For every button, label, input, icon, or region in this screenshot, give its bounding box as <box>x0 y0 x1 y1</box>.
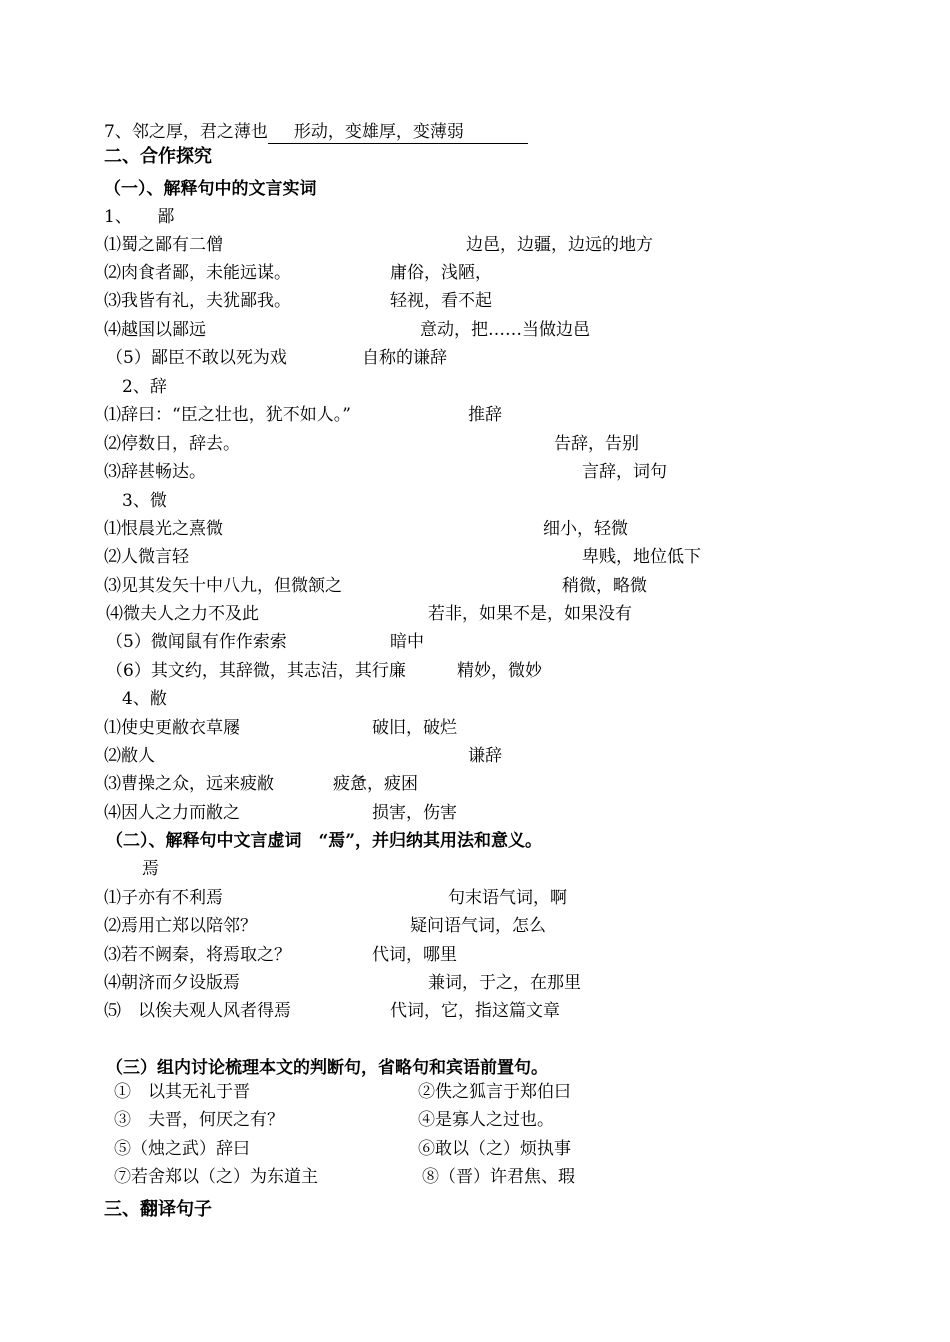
group-2-heading: 2、辞 <box>122 377 167 397</box>
g3-item-1-q: ⑴恨晨光之熹微 <box>104 519 223 539</box>
g4-item-2-q: ⑵敝人 <box>104 746 155 766</box>
section-2-heading: 二、合作探究 <box>104 146 212 167</box>
g1-item-4-q: ⑷越国以鄙远 <box>104 320 206 340</box>
g1-item-2-q: ⑵肉食者鄙，未能远谋。 <box>104 263 291 283</box>
group-1-heading: 1、 鄙 <box>104 207 175 227</box>
g1-item-3-a: 轻视，看不起 <box>390 291 492 311</box>
g3-item-4-a: 若非，如果不是，如果没有 <box>428 604 632 624</box>
g3-item-3-q: ⑶见其发矢十中八九，但微颔之 <box>104 576 342 596</box>
g1-item-1-q: ⑴蜀之鄙有二僧 <box>104 235 223 255</box>
g5-item-5-a: 代词，它，指这篇文章 <box>390 1001 560 1021</box>
g5-item-1-a: 句末语气词，啊 <box>448 888 567 908</box>
g6-row-3-right: ⑥敢以（之）烦执事 <box>418 1139 571 1159</box>
g5-item-5-q: ⑸ 以俟夫观人风者得焉 <box>104 1001 291 1021</box>
g1-item-2-a: 庸俗，浅陋， <box>390 263 492 283</box>
g4-item-3-a: 疲惫，疲困 <box>333 774 418 794</box>
subsection-3-heading: （三）组内讨论梳理本文的判断句，省略句和宾语前置句。 <box>106 1058 548 1078</box>
item-7 <box>104 121 528 144</box>
g1-item-4-a: 意动，把……当做边邑 <box>420 320 590 340</box>
g1-item-3-q: ⑶我皆有礼，夫犹鄙我。 <box>104 291 291 311</box>
g3-item-5-q: （5）微闻鼠有作作索索 <box>106 632 287 652</box>
g3-item-3-a: 稍微，略微 <box>562 576 647 596</box>
item-7-question: 7、邻之厚，君之薄也 <box>104 122 268 142</box>
group-5-heading: 焉 <box>142 859 159 879</box>
subsection-2-heading: （二）、解释句中文言虚词 “焉”，并归纳其用法和意义。 <box>106 831 543 851</box>
g5-item-4-a: 兼词，于之，在那里 <box>428 973 581 993</box>
g1-item-5-q: （5）鄙臣不敢以死为戏 <box>106 348 287 368</box>
g6-row-4-right: ⑧（晋）许君焦、瑕 <box>422 1167 575 1187</box>
g5-item-1-q: ⑴子亦有不利焉 <box>104 888 223 908</box>
g5-item-3-q: ⑶若不阙秦，将焉取之？ <box>104 945 291 965</box>
g2-item-3-q: ⑶辞甚畅达。 <box>104 462 206 482</box>
g6-row-4-left: ⑦若舍郑以（之）为东道主 <box>114 1167 318 1187</box>
g2-item-2-a: 告辞，告别 <box>554 434 639 454</box>
g1-item-5-a: 自称的谦辞 <box>362 348 447 368</box>
g5-item-2-a: 疑问语气词，怎么 <box>410 916 546 936</box>
section-3-heading: 三、翻译句子 <box>104 1199 212 1220</box>
g4-item-4-a: 损害，伤害 <box>372 803 457 823</box>
g3-item-5-a: 暗中 <box>390 632 424 652</box>
g5-item-2-q: ⑵焉用亡郑以陪邻？ <box>104 916 257 936</box>
g2-item-1-q: ⑴辞曰：“臣之壮也，犹不如人。” <box>104 405 351 425</box>
group-3-heading: 3、微 <box>122 491 167 511</box>
g1-item-1-a: 边邑，边疆，边远的地方 <box>466 235 653 255</box>
g2-item-1-a: 推辞 <box>468 405 502 425</box>
g4-item-1-q: ⑴使史更敝衣草屦 <box>104 718 240 738</box>
g6-row-1-right: ②佚之狐言于郑伯曰 <box>418 1082 571 1102</box>
g3-item-2-a: 卑贱，地位低下 <box>582 547 701 567</box>
g3-item-6-q: （6）其文约，其辞微，其志洁，其行廉 <box>106 661 406 681</box>
g6-row-1-left: ① 以其无礼于晋 <box>114 1082 250 1102</box>
g5-item-3-a: 代词，哪里 <box>372 945 457 965</box>
g6-row-3-left: ⑤（烛之武）辞曰 <box>114 1139 250 1159</box>
g5-item-4-q: ⑷朝济而夕设版焉 <box>104 973 240 993</box>
group-4-heading: 4、敝 <box>122 689 167 709</box>
g4-item-1-a: 破旧，破烂 <box>372 718 457 738</box>
g4-item-3-q: ⑶曹操之众，远来疲敝 <box>104 774 274 794</box>
g6-row-2-right: ④是寡人之过也。 <box>418 1110 554 1130</box>
g6-row-2-left: ③ 夫晋，何厌之有？ <box>114 1110 284 1130</box>
subsection-1-heading: （一）、解释句中的文言实词 <box>104 179 317 199</box>
g3-item-1-a: 细小，轻微 <box>543 519 628 539</box>
g4-item-4-q: ⑷因人之力而敝之 <box>104 803 240 823</box>
g2-item-3-a: 言辞，词句 <box>582 462 667 482</box>
g3-item-4-q: ⑷微夫人之力不及此 <box>106 604 259 624</box>
g3-item-6-a: 精妙，微妙 <box>457 661 542 681</box>
g2-item-2-q: ⑵停数日，辞去。 <box>104 434 240 454</box>
g4-item-2-a: 谦辞 <box>468 746 502 766</box>
item-7-answer: 形动，变雄厚，变薄弱 <box>268 121 528 144</box>
g3-item-2-q: ⑵人微言轻 <box>104 547 189 567</box>
